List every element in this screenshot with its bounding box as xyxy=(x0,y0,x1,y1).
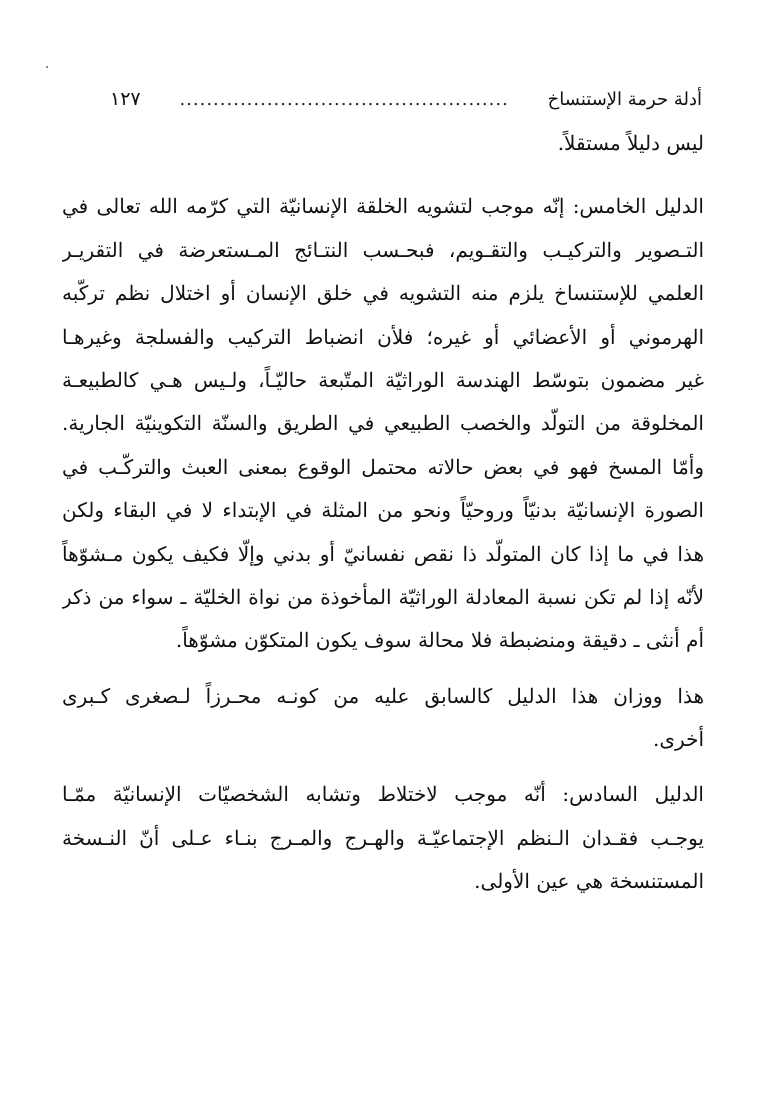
text-line: أم أنثى ـ دقيقة ومنضبطة فلا محالة سوف يكون المتكوّن مشوّهاً. xyxy=(175,628,704,653)
text-line: ليس دليلاً مستقلاً. xyxy=(557,131,704,155)
paragraph-fifth-evidence xyxy=(62,185,704,662)
text-line: الهرموني أو الأعضائي أو غيره؛ فلأن انضباط التركيب والفسلجة وغيرهـا xyxy=(62,324,704,349)
text-line: يوجـب فقـدان الـنظم الإجتماعيّـة والهـرج والمـرج بنـاء عـلى أنّ النـسخة xyxy=(62,825,704,850)
scan-speck xyxy=(46,66,48,68)
paragraph-sixth-evidence xyxy=(62,773,704,903)
text-line: وأمّا المسخ فهو في بعض حالاته محتمل الوقوع بمعنى العبث والتركّـب في xyxy=(62,454,704,479)
paragraph-continuation xyxy=(62,122,704,165)
page-header xyxy=(110,84,702,114)
text-line: التـصوير والتركيـب والتقـويم، فبحـسب النتـائج المـستعرضة في التقريـر xyxy=(62,237,704,262)
text-line: العلمي للإستنساخ يلزم منه التشويه في خلق الإنسان أو اختلال نظم تركّبه xyxy=(62,281,704,306)
text-line: الصورة الإنسانيّة بدنيّاً وروحيّاً ونحو من المثلة في الإبتداء لا في البقاء ولكن xyxy=(62,498,704,523)
text-line: هذا ووزان هذا الدليل كالسابق عليه من كونـه محـرزاً لـصغرى كـبرى xyxy=(62,683,704,708)
dot-leader: ................................................. xyxy=(179,88,509,110)
page-number: ١٢٧ xyxy=(110,88,141,110)
paragraph-remark xyxy=(62,675,704,762)
text-line: غير مضمون بتوسّط الهندسة الوراثيّة المتّبعة حاليّـاً، ولـيس هـي كالطبيعـة xyxy=(62,367,704,392)
text-line: لأنّه إذا لم تكن نسبة المعادلة الوراثيّة المأخوذة من نواة الخليّة ـ سواء من ذكر xyxy=(62,584,704,609)
body-text xyxy=(62,122,704,904)
running-title: أدلة حرمة الإستنساخ xyxy=(547,88,702,110)
text-line: الدليل السادس: أنّه موجب لاختلاط وتشابه الشخصيّات الإنسانيّة ممّـا xyxy=(62,782,704,807)
text-line: المخلوقة من التولّد والخصب الطبيعي في الطريق والسنّة التكوينيّة الجارية. xyxy=(62,411,704,436)
text-line: هذا في ما إذا كان المتولّد ذا نقص نفسانيّ أو بدني وإلّا فكيف يكون مـشوّهاً xyxy=(62,541,704,566)
text-line: المستنسخة هي عين الأولى. xyxy=(474,869,704,894)
text-line: أخرى. xyxy=(653,727,704,752)
text-line: الدليل الخامس: إنّه موجب لتشويه الخلقة الإنسانيّة التي كرّمه الله تعالى في xyxy=(62,194,704,219)
